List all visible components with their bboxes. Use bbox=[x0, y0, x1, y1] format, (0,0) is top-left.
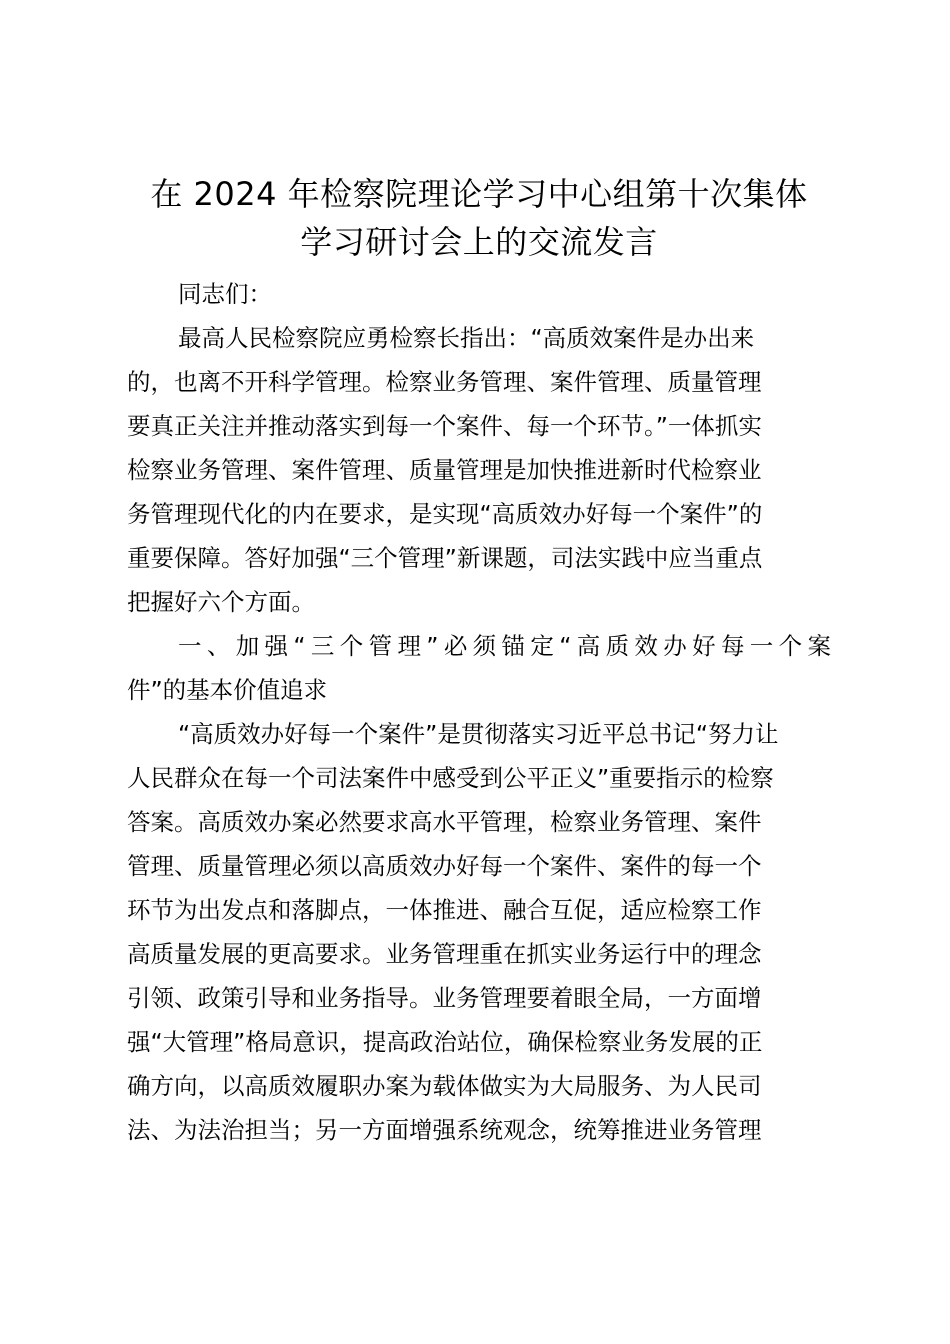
paragraph-line: 答案。高质效办案必然要求高水平管理，检察业务管理、案件 bbox=[127, 808, 762, 836]
heading-line: 件”的基本价值追求 bbox=[127, 676, 328, 704]
section-heading-1 bbox=[127, 624, 831, 712]
paragraph-line: 引领、政策引导和业务指导。业务管理要着眼全局，一方面增 bbox=[127, 984, 762, 1012]
title-line-1: 在 2024 年检察院理论学习中心组第十次集体 bbox=[150, 175, 808, 213]
document-body bbox=[127, 170, 831, 1152]
paragraph-line: 要真正关注并推动落实到每一个案件、每一个环节。”一体抓实 bbox=[127, 412, 762, 440]
paragraph-line: 法、为法治担当；另一方面增强系统观念，统筹推进业务管理 bbox=[127, 1116, 762, 1144]
paragraph-line: 强“大管理”格局意识，提高政治站位，确保检察业务发展的正 bbox=[127, 1028, 763, 1056]
paragraph-line: 管理、质量管理必须以高质效办好每一个案件、案件的每一个 bbox=[127, 852, 762, 880]
paragraph-line: 最高人民检察院应勇检察长指出：“高质效案件是办出来 bbox=[178, 324, 755, 352]
paragraph-line: 确方向，以高质效履职办案为载体做实为大局服务、为人民司 bbox=[127, 1072, 762, 1100]
paragraph-line: “高质效办好每一个案件”是贯彻落实习近平总书记“努力让 bbox=[178, 720, 779, 748]
paragraph-intro bbox=[127, 316, 831, 624]
heading-line: 一、加强“三个管理”必须锚定“高质效办好每一个案 bbox=[178, 632, 831, 660]
salutation: 同志们： bbox=[178, 280, 272, 308]
paragraph-line: 的，也离不开科学管理。检察业务管理、案件管理、质量管理 bbox=[127, 368, 762, 396]
paragraph-line: 检察业务管理、案件管理、质量管理是加快推进新时代检察业 bbox=[127, 456, 762, 484]
paragraph-line: 人民群众在每一个司法案件中感受到公平正义”重要指示的检察 bbox=[127, 764, 774, 792]
title-line-2: 学习研讨会上的交流发言 bbox=[300, 223, 658, 261]
document-title bbox=[127, 170, 831, 266]
paragraph-section-1-body bbox=[127, 712, 831, 1152]
paragraph-line: 务管理现代化的内在要求，是实现“高质效办好每一个案件”的 bbox=[127, 500, 763, 528]
paragraph-line: 重要保障。答好加强“三个管理”新课题，司法实践中应当重点 bbox=[127, 544, 763, 572]
paragraph-line: 高质量发展的更高要求。业务管理重在抓实业务运行中的理念 bbox=[127, 940, 762, 968]
paragraph-line: 环节为出发点和落脚点，一体推进、融合互促，适应检察工作 bbox=[127, 896, 762, 924]
paragraph-line: 把握好六个方面。 bbox=[127, 588, 315, 616]
